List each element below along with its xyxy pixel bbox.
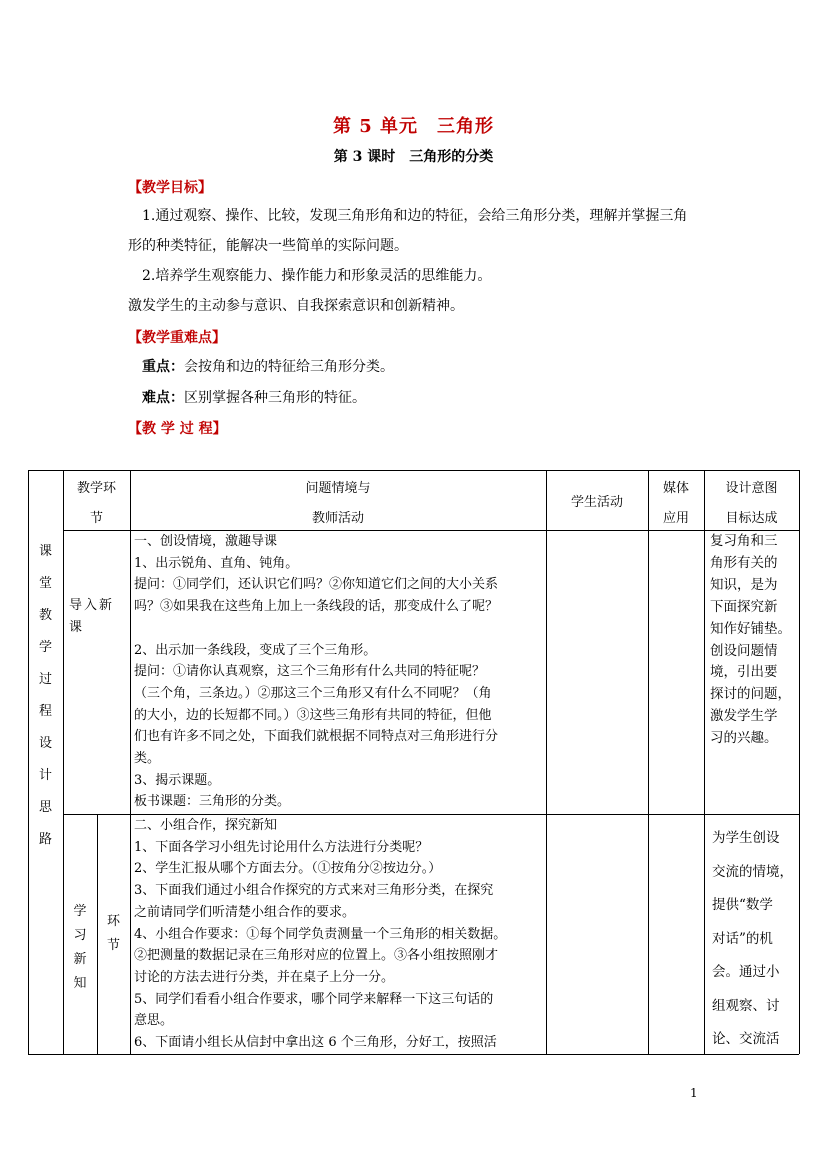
content-line: 之前请同学们听清楚小组合作的要求。 (134, 904, 356, 920)
content-line: 4、小组合作要求：①每个同学负责测量一个三角形的相关数据。 (134, 926, 507, 942)
header-teacher-activity: 问题情境与 教师活动 (305, 481, 371, 526)
row2-teacher-content (134, 815, 544, 1054)
page-title: 第 5 单元 三角形 (332, 116, 495, 137)
content-line: 意思。 (134, 1013, 174, 1029)
content-line: 2、出示加一条线段，变成了三个三角形。 (134, 642, 377, 658)
content-line: 板书课题：三角形的分类。 (134, 794, 291, 810)
content-line: 1、出示锐角、直角、钝角。 (134, 555, 299, 571)
key-point-label: 重点： (142, 359, 184, 375)
content-line: （三个角，三条边。）②那这三个三角形又有什么不同呢？（角 (134, 685, 492, 701)
content-line: 1、下面各学习小组先讨论用什么方法进行分类呢？ (134, 839, 429, 855)
content-line: 们也有许多不同之处，下面我们就根据不同特点对三角形进行分 (134, 729, 499, 745)
content-line: 一、创设情境，激趣导课 (134, 534, 278, 549)
section-heading-goals: 【教学目标】 (128, 180, 212, 196)
header-design-intent: 设计意图 目标达成 (725, 481, 778, 526)
content-line: 3、揭示课题。 (134, 772, 221, 788)
header-student-activity: 学生活动 (570, 495, 623, 510)
header-stage: 教学环 节 (76, 481, 116, 526)
content-line: 提问：①请你认真观察，这三个三角形有什么共同的特征呢？ (134, 664, 486, 680)
content-line: 提问：①同学们，还认识它们吗？②你知道它们之间的大小关系 (134, 577, 499, 593)
row1-teacher-content (134, 531, 544, 813)
section-heading-process: 【教 学 过 程】 (128, 421, 227, 437)
row2-stage-b: 环 节 (106, 914, 120, 953)
row2-stage-a: 学 习 新 知 (73, 904, 87, 991)
goal-1-line-2: 形的种类特征，能解决一些简单的实际问题。 (128, 238, 408, 254)
header-media: 媒体 应用 (662, 481, 689, 526)
content-line: 类。 (134, 751, 161, 767)
content-line: 5、同学们看看小组合作要求，哪个同学来解释一下这三句话的 (134, 991, 494, 1007)
page-number: 1 (690, 1086, 698, 1100)
section-heading-key-points: 【教学重难点】 (128, 330, 226, 346)
row1-design-intent: 复习角和三 角形有关的 知识，是为 下面探究新 知作好铺垫。 创设问题情 境，引出要 探讨的问题， 激发学生学 习的兴趣。 (710, 533, 791, 747)
content-line: 二、小组合作，探究新知 (134, 818, 278, 833)
content-line: 2、学生汇报从哪个方面去分。（①按角分②按边分。） (134, 861, 442, 877)
goal-1-line-1: 1.通过观察、操作、比较，发现三角形角和边的特征，会给三角形分类，理解并掌握三角 (142, 208, 688, 224)
lesson-process-table (28, 470, 799, 1054)
content-line: 3、下面我们通过小组合作探究的方式来对三角形分类，在探究 (134, 883, 494, 899)
content-line: 6、下面请小组长从信封中拿出这 6 个三角形，分好工，按照活 (134, 1035, 497, 1051)
content-line: 的大小，边的长短都不同。）③这些三角形有共同的特征，但他 (134, 707, 492, 723)
content-line: 讨论的方法去进行分类，并在桌子上分一分。 (134, 969, 395, 985)
goal-2: 2.培养学生观察能力、操作能力和形象灵活的思维能力。 (142, 268, 492, 284)
side-label: 课 堂 教 学 过 程 设 计 思 路 (38, 544, 52, 847)
goal-3: 激发学生的主动参与意识、自我探索意识和创新精神。 (128, 298, 464, 314)
row1-stage: 导入新 课 (69, 598, 115, 635)
lesson-subtitle: 第 3 课时 三角形的分类 (333, 149, 494, 165)
difficult-point-label: 难点： (142, 390, 184, 406)
difficult-point-text: 区别掌握各种三角形的特征。 (184, 390, 366, 406)
row2-design-intent: 为学生创设 交流的情境， 提供“数学 对话”的机 会。通过小 组观察、讨 论、交流活 (712, 830, 793, 1047)
difficult-point (142, 388, 366, 408)
content-line: ②把测量的数据记录在三角形对应的位置上。③各小组按照刚才 (134, 948, 499, 964)
content-line: 吗？③如果我在这些角上加上一条线段的话，那变成什么了呢？ (134, 599, 499, 615)
key-point-text: 会按角和边的特征给三角形分类。 (184, 359, 394, 375)
key-point (142, 357, 394, 377)
